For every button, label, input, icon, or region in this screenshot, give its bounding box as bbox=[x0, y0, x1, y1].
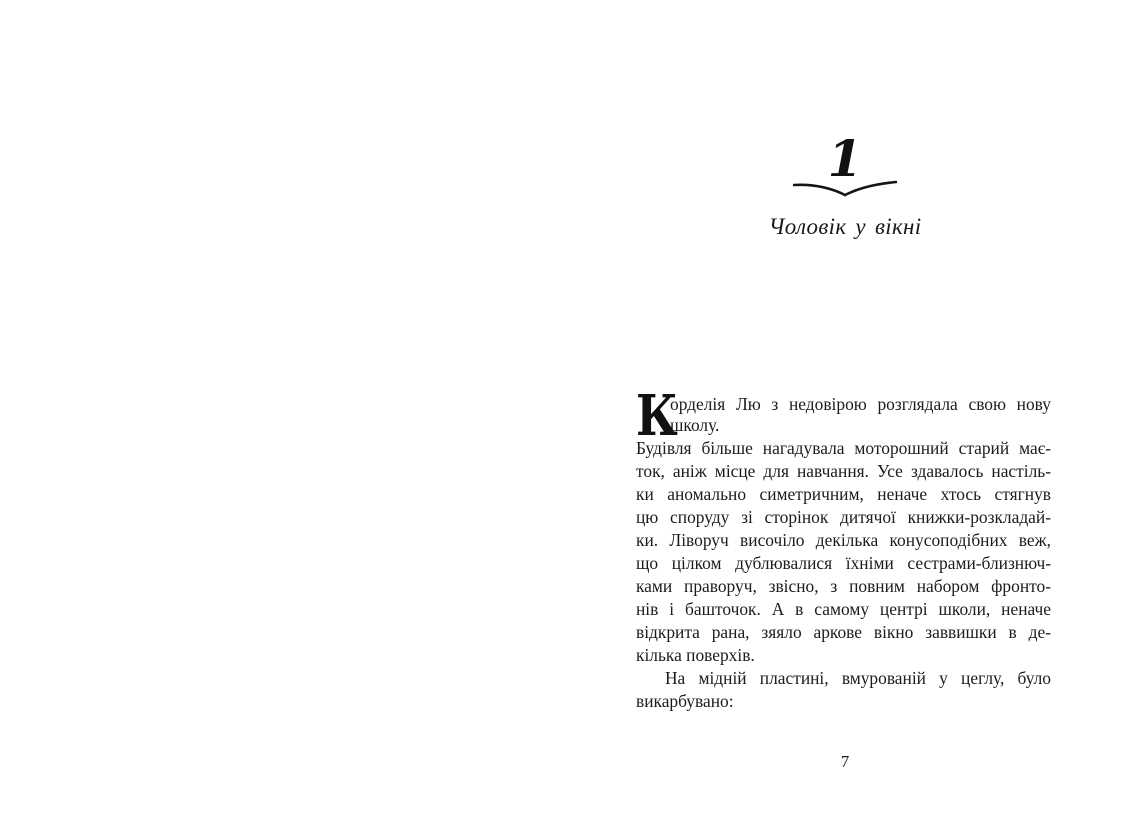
text-line: нів і башточок. А в самому центрі школи, неначе bbox=[636, 599, 1051, 619]
text-line: викарбувано: bbox=[636, 691, 734, 711]
text-line: орделія Лю з недовірою розглядала свою нову bbox=[670, 394, 1051, 414]
right-page bbox=[571, 0, 1142, 827]
text-line: ток, аніж місце для навчання. Усе здавалось настіль- bbox=[636, 461, 1051, 481]
chapter-title-text: Чоловік у вікні bbox=[768, 214, 922, 239]
drop-cap: К bbox=[636, 383, 678, 449]
body-text bbox=[636, 383, 1051, 713]
text-line: цю споруду зі сторінок дитячої книжки-розкладай- bbox=[636, 507, 1051, 527]
text-line: На мідній пластині, вмурованій у цеглу, було bbox=[665, 668, 1051, 688]
text-line: Будівля більше нагадувала моторошний старий має- bbox=[636, 438, 1051, 458]
brace-ornament-icon bbox=[793, 180, 897, 198]
text-line: кілька поверхів. bbox=[636, 645, 755, 665]
text-line: відкрита рана, зяяло аркове вікно заввишки в де- bbox=[636, 622, 1051, 642]
text-line: ки аномально симетричним, неначе хтось стягнув bbox=[636, 484, 1051, 504]
text-line: ками праворуч, звісно, з повним набором фронто- bbox=[636, 576, 1051, 596]
chapter-number-text: 1 bbox=[827, 129, 863, 188]
text-line: ки. Ліворуч височіло декілька конусоподібних веж, bbox=[636, 530, 1051, 550]
page-number: 7 bbox=[840, 752, 850, 771]
text-line: школу. bbox=[670, 415, 720, 435]
text-line: що цілком дублювалися їхніми сестрами-близнюч- bbox=[636, 553, 1051, 573]
